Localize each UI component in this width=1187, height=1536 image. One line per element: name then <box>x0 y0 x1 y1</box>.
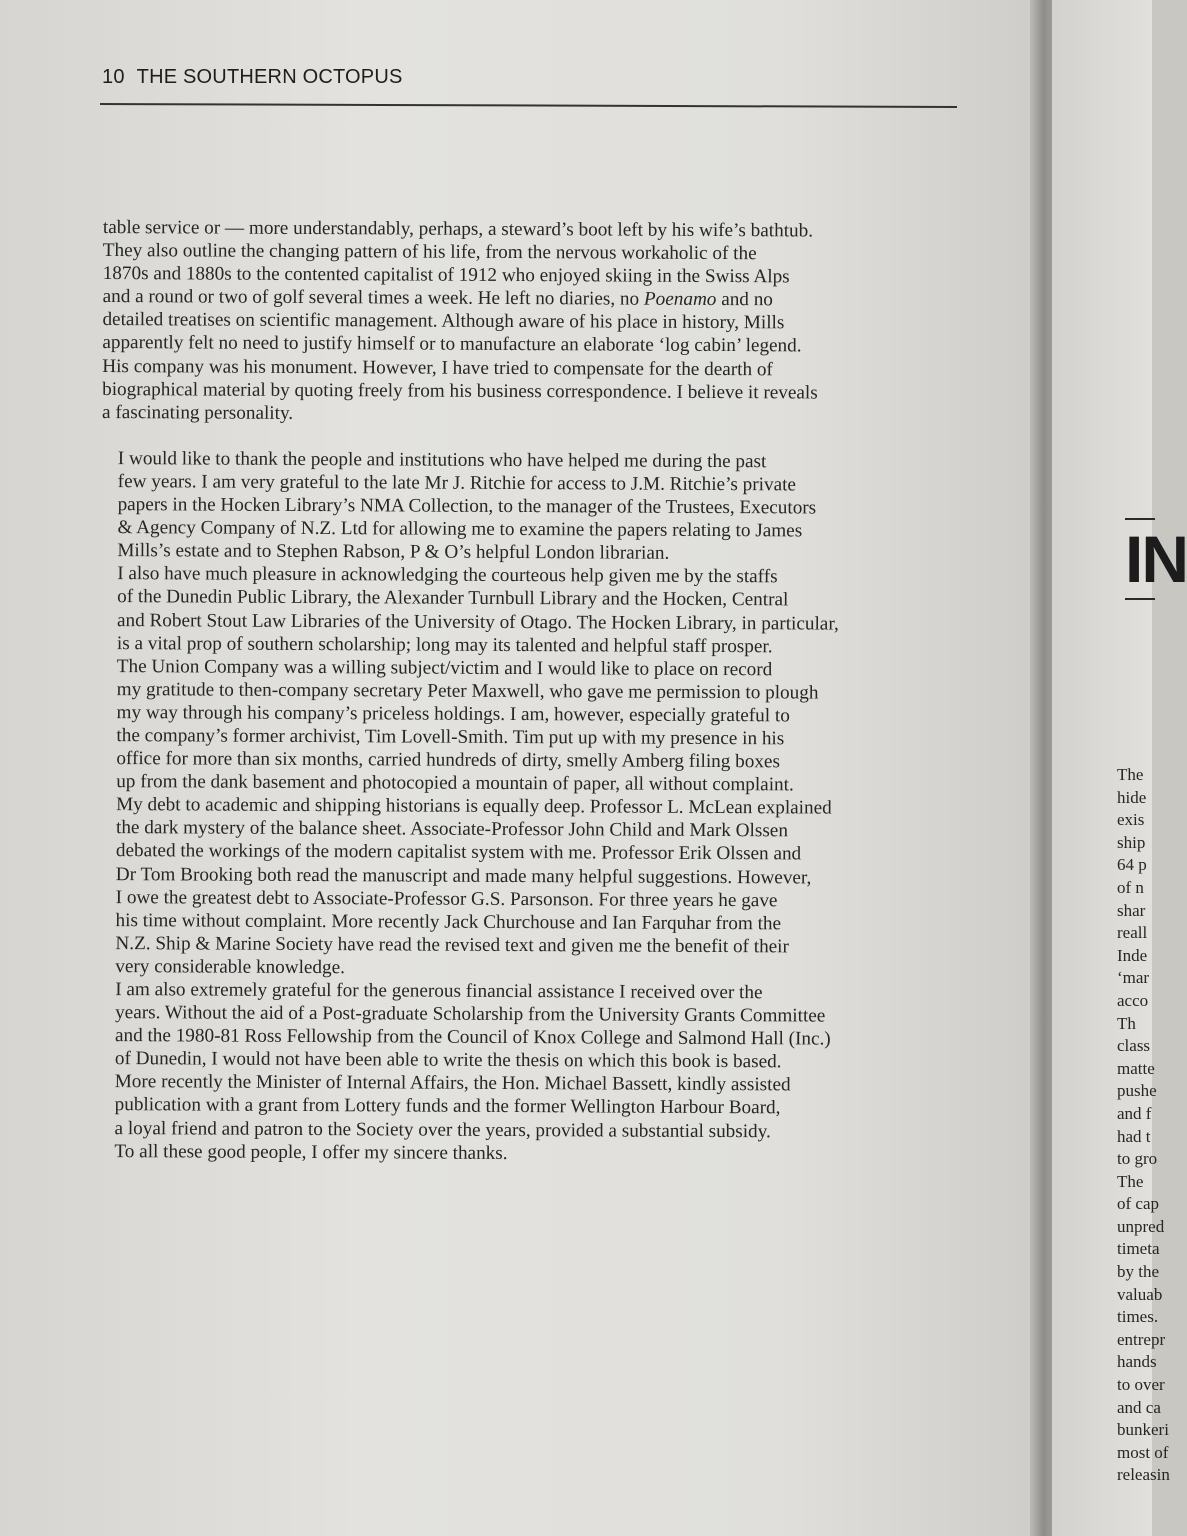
text-fragment: of n <box>1117 877 1144 897</box>
text-fragment: pushe <box>1117 1081 1157 1101</box>
text-line: a loyal friend and patron to the Society over the years, provided a substantial subsidy. <box>114 1117 771 1142</box>
text-line: papers in the Hocken Library’s NMA Collection, to the manager of the Trustees, Executors <box>117 494 817 519</box>
text-line: of Dunedin, I would not have been able to write the thesis on which this book is based. <box>114 1048 782 1073</box>
text-line: table service or — more understandably, perhaps, a steward’s boot left by his wife’s bathtub. <box>102 216 814 242</box>
paragraph <box>98 978 949 1144</box>
text-fragment: acco <box>1117 990 1149 1010</box>
text-line: publication with a grant from Lottery funds and the former Wellington Harbour Board, <box>114 1094 781 1119</box>
paragraph <box>102 216 953 428</box>
text-line: The Union Company was a willing subject/victim and I would like to place on record <box>116 655 773 680</box>
text-line: and a round or two of golf several times a week. He left no diaries, no Poenamo and no <box>102 286 773 311</box>
chapter-heading-fragment: IN <box>1125 522 1187 596</box>
text-line: is a vital prop of southern scholarship; long may its talented and helpful staff prosper. <box>116 632 773 657</box>
text-line: my gratitude to then-company secretary Peter Maxwell, who gave me permission to plough <box>116 678 819 704</box>
text-line: To all these good people, I offer my sincere thanks. <box>114 1140 508 1164</box>
book-title-italic: Poenamo <box>643 288 717 311</box>
text-line: apparently felt no need to justify himself or to manufacture an elaborate ‘log cabin’ legend. <box>102 332 802 357</box>
text-fragment: by the <box>1117 1262 1160 1282</box>
text-line: N.Z. Ship & Marine Society have read the revised text and given me the benefit of their <box>115 932 789 958</box>
text-line: years. Without the aid of a Post-graduate Scholarship from the University Grants Committee <box>115 1002 826 1027</box>
text-fragment: shar <box>1117 900 1146 920</box>
text-line: My debt to academic and shipping historians is equally deep. Professor L. McLean explained <box>116 794 832 819</box>
paragraph <box>101 562 951 659</box>
text-line: Dr Tom Brooking both read the manuscript and made many helpful suggestions. However, <box>115 863 812 889</box>
text-fragment: bunkeri <box>1117 1420 1169 1440</box>
text-line: They also outline the changing pattern of his life, from the nervous workaholic of the <box>102 240 757 265</box>
text-line: debated the workings of the modern capitalist system with me. Professor Erik Olssen and <box>115 840 802 865</box>
paragraph <box>101 447 952 567</box>
text-fragment: reall <box>1117 923 1148 943</box>
text-fragment: Th <box>1117 1013 1136 1033</box>
text-line: up from the dank basement and photocopied a mountain of paper, all without complaint. <box>116 771 794 796</box>
text-fragment: unpred <box>1117 1216 1165 1236</box>
text-fragment: Inde <box>1117 945 1148 965</box>
text-fragment: hands <box>1117 1352 1157 1372</box>
text-line: my way through his company’s priceless holdings. I am, however, especially grateful to <box>116 701 790 727</box>
right-page <box>1052 0 1187 1536</box>
text-line: 1870s and 1880s to the contented capitalist of 1912 who enjoyed skiing in the Swiss Alps <box>102 263 790 288</box>
text-fragment: hide <box>1117 787 1147 807</box>
text-fragment: timeta <box>1117 1239 1160 1259</box>
text-fragment: The <box>1117 765 1144 784</box>
text-fragment: releasin <box>1117 1465 1170 1485</box>
paragraph <box>99 793 950 982</box>
text-line: very considerable knowledge. <box>115 955 346 979</box>
text-fragment: ship <box>1117 832 1146 852</box>
running-head <box>102 66 403 89</box>
text-fragment: to over <box>1117 1375 1165 1395</box>
text-fragment: exis <box>1117 810 1145 830</box>
text-fragment: class <box>1117 1036 1151 1056</box>
body-text <box>98 216 953 1167</box>
text-line: few years. I am very grateful to the late Mr J. Ritchie for access to J.M. Ritchie’s private <box>117 471 797 496</box>
text-line: his time without complaint. More recently Jack Churchouse and Ian Farquhar from the <box>115 909 782 935</box>
text-line: More recently the Minister of Internal Affairs, the Hon. Michael Bassett, kindly assisted <box>114 1071 791 1096</box>
text-line: detailed treatises on scientific management. Although aware of his place in history, Mills <box>102 309 785 334</box>
text-line: I am also extremely grateful for the generous financial assistance I received over the <box>115 979 763 1004</box>
text-line: a fascinating personality. <box>101 401 294 424</box>
text-line: and the 1980-81 Ross Fellowship from the Council of Knox College and Salmond Hall (Inc.) <box>114 1025 831 1050</box>
text-line: & Agency Company of N.Z. Ltd for allowing me to examine the papers relating to James <box>117 517 803 542</box>
text-line: biographical material by quoting freely from his business correspondence. I believe it reveals <box>102 378 818 404</box>
text-line: His company was his monument. However, I have tried to compensate for the dearth of <box>102 355 773 380</box>
text-line: of the Dunedin Public Library, the Alexander Turnbull Library and the Hocken, Central <box>117 586 789 611</box>
text-line: Mills’s estate and to Stephen Rabson, P & O’s helpful London librarian. <box>117 540 670 564</box>
text-fragment: and ca <box>1117 1397 1161 1417</box>
text-fragment: The <box>1117 1171 1144 1191</box>
running-title: THE SOUTHERN OCTOPUS <box>136 66 403 88</box>
text-fragment: matte <box>1117 1058 1155 1078</box>
text-line: I also have much pleasure in acknowledging the courteous help given me by the staffs <box>117 563 778 588</box>
paragraph <box>98 1140 948 1167</box>
text-fragment: had t <box>1117 1126 1151 1146</box>
text-fragment: ‘mar <box>1117 968 1150 988</box>
text-line: the company’s former archivist, Tim Lovell-Smith. Tim put up with my presence in his <box>116 725 785 750</box>
chapter-rule-bottom <box>1125 598 1155 600</box>
right-page-text <box>1117 764 1177 1487</box>
text-fragment: and f <box>1117 1103 1152 1123</box>
paragraph <box>100 655 951 798</box>
text-line: the dark mystery of the balance sheet. Associate-Professor John Child and Mark Olssen <box>115 817 788 842</box>
chapter-rule-top <box>1125 518 1155 520</box>
text-fragment: entrepr <box>1117 1329 1166 1349</box>
text-line: I would like to thank the people and institutions who have helped me during the past <box>117 447 767 473</box>
page-number: 10 <box>102 66 125 88</box>
text-line: and Robert Stout Law Libraries of the University of Otago. The Hocken Library, in particular, <box>116 609 839 635</box>
text-fragment: 64 p <box>1117 855 1147 875</box>
text-fragment: to gro <box>1117 1149 1158 1169</box>
text-fragment: valuab <box>1117 1284 1163 1304</box>
text-fragment: of cap <box>1117 1194 1160 1214</box>
text-fragment: most of <box>1117 1442 1169 1462</box>
text-fragment: times. <box>1117 1307 1159 1327</box>
header-rule <box>100 103 957 107</box>
text-line: I owe the greatest debt to Associate-Professor G.S. Parsonson. For three years he gave <box>115 886 778 911</box>
text-line: office for more than six months, carried hundreds of dirty, smelly Amberg filing boxes <box>116 748 781 773</box>
